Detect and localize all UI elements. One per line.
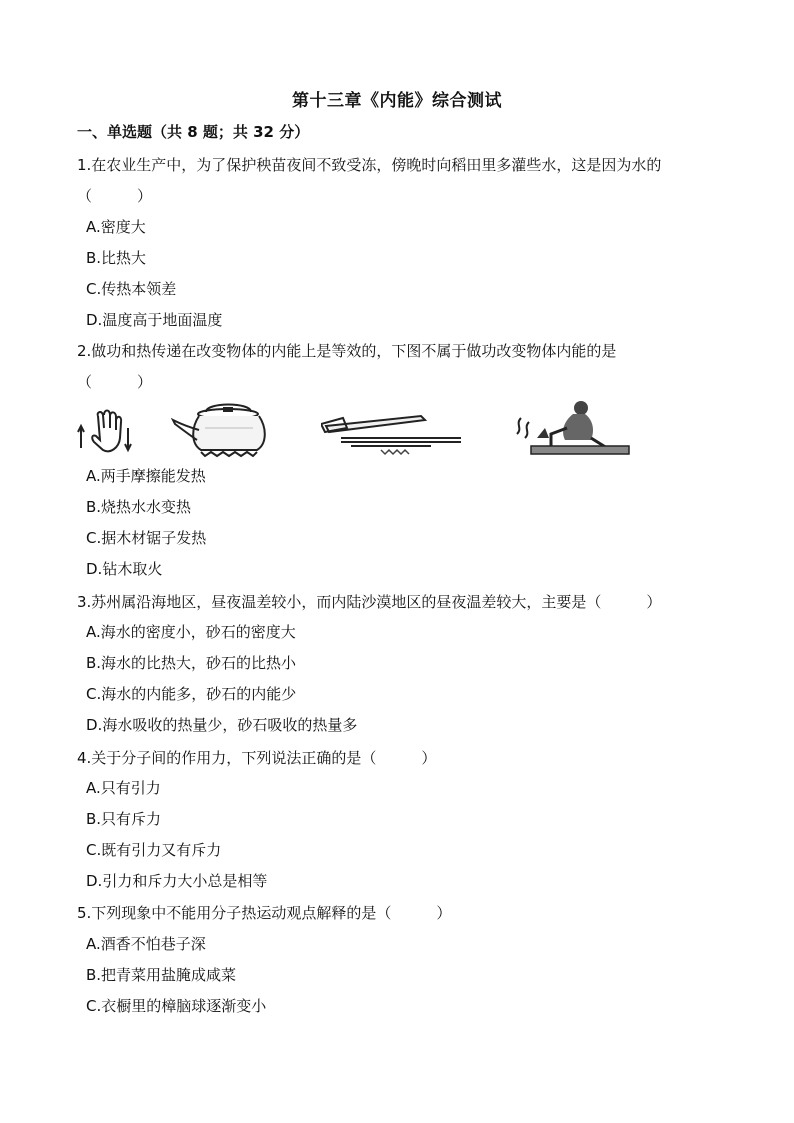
question-4-stem: 4.关于分子间的作用力，下列说法正确的是（ ） <box>77 749 437 767</box>
question-2-answer-blank: （ ） <box>77 373 153 391</box>
question-3-stem: 3.苏州属沿海地区，昼夜温差较小，而内陆沙漠地区的昼夜温差较大，主要是（ ） <box>77 593 662 611</box>
question-2-option-b: B.烧热水水变热 <box>86 498 192 516</box>
question-1-answer-blank: （ ） <box>77 187 153 205</box>
question-2-option-d: D.钻木取火 <box>86 560 163 578</box>
sawing-wood-icon <box>321 398 466 460</box>
section-heading: 一、单选题（共 8 题；共 32 分） <box>77 123 310 141</box>
question-4-option-b: B.只有斥力 <box>86 810 162 828</box>
question-4-option-a: A.只有引力 <box>86 779 161 797</box>
question-3-option-d: D.海水吸收的热量少，砂石吸收的热量多 <box>86 716 358 734</box>
question-4-option-c: C.既有引力又有斥力 <box>86 841 222 859</box>
page-title: 第十三章《内能》综合测试 <box>292 91 502 111</box>
question-3-option-a: A.海水的密度小，砂石的密度大 <box>86 623 296 641</box>
question-3-option-c: C.海水的内能多，砂石的内能少 <box>86 685 297 703</box>
rubbing-hands-icon <box>76 398 136 458</box>
question-1-option-a: A.密度大 <box>86 218 146 236</box>
question-2-stem: 2.做功和热传递在改变物体的内能上是等效的，下图不属于做功改变物体内能的是 <box>77 342 617 360</box>
question-5-option-a: A.酒香不怕巷子深 <box>86 935 206 953</box>
question-4-option-d: D.引力和斥力大小总是相等 <box>86 872 268 890</box>
question-2-figures <box>76 398 636 464</box>
question-5-option-c: C.衣橱里的樟脑球逐渐变小 <box>86 997 267 1015</box>
question-5-option-b: B.把青菜用盐腌成咸菜 <box>86 966 237 984</box>
question-5-stem: 5.下列现象中不能用分子热运动观点解释的是（ ） <box>77 904 452 922</box>
drilling-wood-fire-icon <box>511 398 636 460</box>
question-2-option-c: C.据木材锯子发热 <box>86 529 207 547</box>
question-3-option-b: B.海水的比热大，砂石的比热小 <box>86 654 297 672</box>
question-1-option-c: C.传热本领差 <box>86 280 177 298</box>
question-2-option-a: A.两手摩擦能发热 <box>86 467 206 485</box>
question-1-stem: 1.在农业生产中，为了保护秧苗夜间不致受冻，傍晚时向稻田里多灌些水，这是因为水的 <box>77 156 662 174</box>
question-1-option-b: B.比热大 <box>86 249 147 267</box>
kettle-icon <box>171 398 311 460</box>
question-1-option-d: D.温度高于地面温度 <box>86 311 223 329</box>
